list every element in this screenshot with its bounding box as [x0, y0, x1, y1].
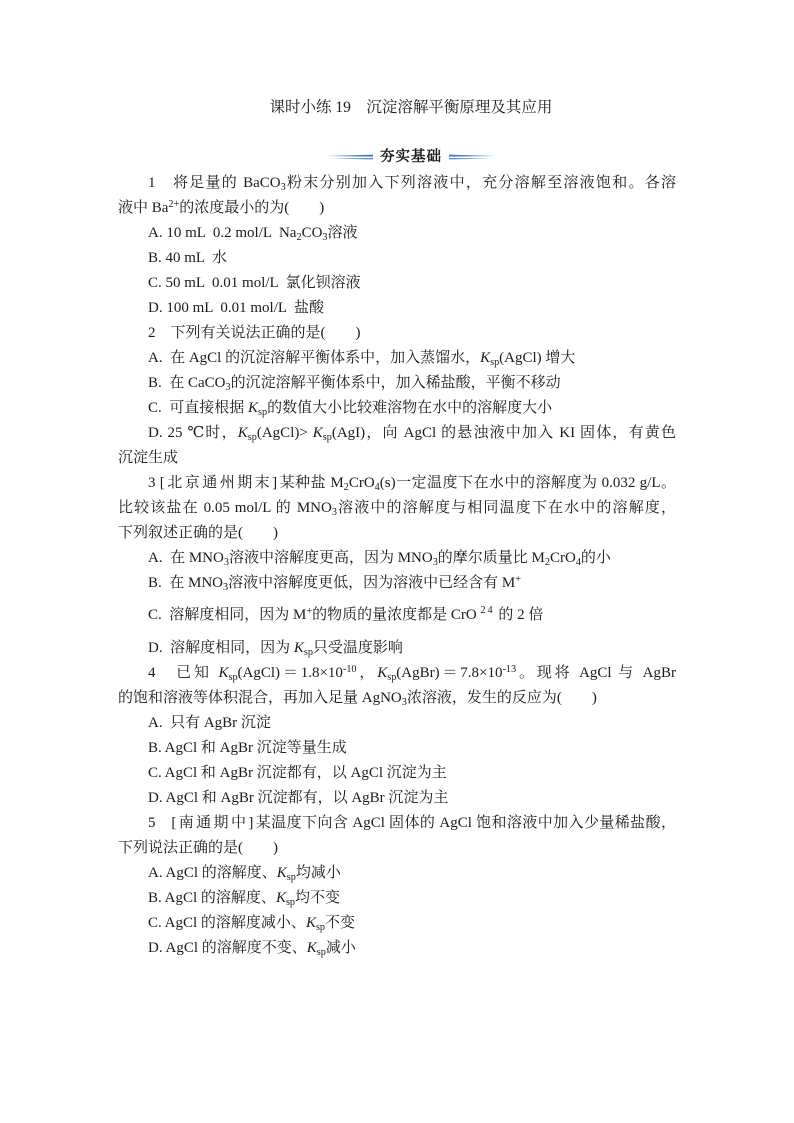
option-line	[118, 246, 676, 271]
superscript: 2+	[168, 199, 180, 211]
italic-symbol: K	[275, 890, 286, 906]
text-run: (AgCl) 增大	[499, 350, 576, 366]
divider-stroke	[449, 158, 491, 159]
subscript: 3	[432, 556, 438, 568]
page-title: 课时小练 19 沉淀溶解平衡原理及其应用	[269, 99, 553, 116]
text-run: 某种盐 M	[279, 475, 344, 491]
option-line	[118, 861, 676, 886]
text-run: (AgCl)＝1.8×10	[237, 665, 343, 681]
option-line	[118, 596, 676, 636]
text-run: A. 只有 AgBr 沉淀	[148, 715, 271, 731]
ion-charge: 24	[480, 604, 495, 616]
option-line	[118, 346, 676, 371]
text-run: 下列说法正确的是( )	[118, 840, 278, 856]
text-run: CrO	[348, 475, 375, 491]
text-run: (s)一定温度下在水中的溶解度为 0.032 g/L。	[379, 475, 676, 491]
text-run: C. 50 mL 0.01 mol/L 氯化钡溶液	[148, 275, 361, 291]
text-run: 的饱和溶液等体积混合，再加入足量 AgNO	[118, 690, 402, 706]
subscript: sp	[490, 356, 500, 368]
text-run: 比较该盐在 0.05 mol/L 的 MNO	[118, 500, 332, 516]
text-run: 4 已知	[148, 665, 219, 681]
text-run: 的物质的量浓度都是 CrO	[312, 607, 481, 623]
question-5	[118, 811, 676, 961]
superscript: -10	[342, 664, 357, 676]
option-line	[118, 636, 676, 661]
text-run: B. AgCl 的溶解度、	[148, 890, 276, 906]
subscript: 3	[223, 556, 229, 568]
text-run: A. 在 MNO	[148, 550, 224, 566]
section-divider-left	[327, 153, 373, 161]
subscript: sp	[322, 431, 332, 443]
text-run: 的数值大小比较难溶物在水中的溶解度大小	[267, 400, 553, 416]
text-run: 溶液	[327, 225, 358, 241]
subscript: sp	[387, 671, 397, 683]
text-run: 的 2 倍	[494, 607, 544, 623]
option-line	[118, 271, 676, 296]
continuation-line	[118, 496, 676, 521]
option-line	[118, 296, 676, 321]
option-line	[118, 571, 676, 596]
text-run: 不变	[325, 915, 356, 931]
source-tag: [北京通州期末]	[159, 475, 280, 491]
text-run: A. 在 AgCl 的沉淀溶解平衡体系中，加入蒸馏水，	[148, 350, 481, 366]
subscript: sp	[247, 431, 257, 443]
option-line	[118, 761, 676, 786]
text-run: 只受温度影响	[312, 640, 403, 656]
text-run: 均减小	[295, 865, 341, 881]
subscript: 3	[322, 231, 328, 243]
text-run: 溶液中溶解度更低，因为溶液中已经含有 M	[228, 575, 516, 591]
text-run: B. 在 MNO	[148, 575, 224, 591]
subscript: 3	[280, 181, 286, 193]
divider-stroke	[449, 155, 495, 157]
subscript: sp	[316, 946, 326, 958]
option-line	[118, 786, 676, 811]
text-run: 的摩尔质量比 M	[437, 550, 545, 566]
text-run: (AgCl)>	[256, 425, 313, 441]
subscript: sp	[315, 921, 326, 933]
option-line	[118, 711, 676, 736]
text-run: C. AgCl 的溶解度减小、	[148, 915, 306, 931]
subscript: 3	[223, 581, 229, 593]
section-title: 夯实基础	[380, 149, 442, 165]
question-3	[118, 471, 676, 661]
text-run: 的小	[580, 550, 611, 566]
text-run: D. AgCl 和 AgBr 沉淀都有，以 AgBr 沉淀为主	[148, 790, 449, 806]
text-run: C. 溶解度相同，因为 M	[148, 607, 307, 623]
italic-symbol: K	[377, 665, 388, 681]
question-2	[118, 321, 676, 471]
subscript: 2	[296, 231, 302, 243]
text-run: A. AgCl 的溶解度、	[148, 865, 277, 881]
text-run: D. 25 ℃时，	[148, 425, 238, 441]
section-header	[28, 147, 794, 167]
option-line	[118, 546, 676, 571]
continuation-line	[118, 686, 676, 711]
text-run: 沉淀生成	[118, 450, 179, 466]
question-stem-line	[118, 811, 676, 836]
italic-symbol: K	[306, 940, 317, 956]
subscript: sp	[286, 871, 296, 883]
subscript: sp	[258, 406, 268, 418]
source-tag: [南通期中]	[171, 815, 256, 831]
text-run: 溶液中的溶解度与相同温度下在水中的溶解度，	[336, 500, 676, 516]
subscript: 3	[401, 696, 407, 708]
superscript: -13	[502, 664, 517, 676]
text-run: B. 40 mL 水	[148, 250, 228, 266]
text-run: CrO	[549, 550, 576, 566]
text-run: D. 100 mL 0.01 mol/L 盐酸	[148, 300, 324, 316]
italic-symbol: K	[218, 665, 229, 681]
text-run: 1 将足量的 BaCO	[148, 175, 281, 191]
italic-symbol: K	[312, 425, 323, 441]
continuation-line	[118, 836, 676, 861]
text-run: 液中 Ba	[118, 200, 169, 216]
option-line	[118, 936, 676, 961]
divider-stroke	[327, 155, 373, 157]
text-run: D. AgCl 的溶解度不变、	[148, 940, 307, 956]
text-run: CO	[301, 225, 323, 241]
italic-symbol: K	[276, 865, 287, 881]
text-run: 溶液中溶解度更高，因为 MNO	[228, 550, 433, 566]
text-run: C. AgCl 和 AgBr 沉淀都有，以 AgCl 沉淀为主	[148, 765, 447, 781]
option-line	[118, 421, 676, 446]
text-run: 5	[148, 815, 172, 831]
question-stem-line	[118, 661, 676, 686]
subscript: sp	[285, 896, 296, 908]
text-run: ，	[356, 665, 378, 681]
text-run: 3	[148, 475, 160, 491]
text-run: 。现将 AgCl 与 AgBr	[516, 665, 676, 681]
divider-stroke	[331, 158, 373, 159]
text-run: D. 溶解度相同，因为	[148, 640, 294, 656]
continuation-line	[118, 446, 676, 471]
text-run: 某温度下向含 AgCl 固体的 AgCl 饱和溶液中加入少量稀盐酸，	[255, 815, 676, 831]
option-line	[118, 221, 676, 246]
question-stem-line	[118, 321, 676, 346]
option-line	[118, 736, 676, 761]
italic-symbol: K	[305, 915, 316, 931]
text-run: (AgBr)＝7.8×10	[396, 665, 503, 681]
option-line	[118, 371, 676, 396]
option-line	[118, 911, 676, 936]
text-run: 粉末分别加入下列溶液中，充分溶解至溶液饱和。各溶	[285, 175, 676, 191]
question-stem-line	[118, 471, 676, 496]
subscript: sp	[303, 646, 313, 658]
continuation-line	[118, 521, 676, 546]
subscript: 3	[331, 506, 337, 518]
text-run: (AgI)，向 AgCl 的悬浊液中加入 KI 固体，有黄色	[331, 425, 676, 441]
section-divider-right	[449, 153, 495, 161]
text-run: B. AgCl 和 AgBr 沉淀等量生成	[148, 740, 347, 756]
italic-symbol: K	[293, 640, 304, 656]
subscript: 2	[544, 556, 550, 568]
text-run: B. 在 CaCO	[148, 375, 226, 391]
text-run: C. 可直接根据	[148, 400, 249, 416]
italic-symbol: K	[237, 425, 248, 441]
question-1	[118, 171, 676, 321]
italic-symbol: K	[248, 400, 259, 416]
continuation-line	[118, 196, 676, 221]
text-run: 浓溶液，发生的反应为( )	[406, 690, 597, 706]
text-run: A. 10 mL 0.2 mol/L Na	[148, 225, 297, 241]
question-list	[118, 171, 676, 961]
italic-symbol: K	[480, 350, 491, 366]
text-run: 减小	[325, 940, 356, 956]
superscript: +	[515, 574, 521, 586]
question-4	[118, 661, 676, 811]
subscript: 2	[343, 481, 349, 493]
option-line	[118, 886, 676, 911]
text-run: 的沉淀溶解平衡体系中，加入稀盐酸，平衡不移动	[230, 375, 561, 391]
subscript: sp	[228, 671, 238, 683]
text-run: 的浓度最小的为( )	[179, 200, 325, 216]
subscript: 3	[225, 381, 231, 393]
text-run: 下列叙述正确的是( )	[118, 525, 278, 541]
subscript: 4	[575, 556, 581, 568]
question-stem-line	[118, 171, 676, 196]
subscript: 4	[374, 481, 380, 493]
text-run: 均不变	[295, 890, 341, 906]
text-run: 2 下列有关说法正确的是( )	[148, 325, 361, 341]
superscript: +	[306, 606, 313, 618]
option-line	[118, 396, 676, 421]
